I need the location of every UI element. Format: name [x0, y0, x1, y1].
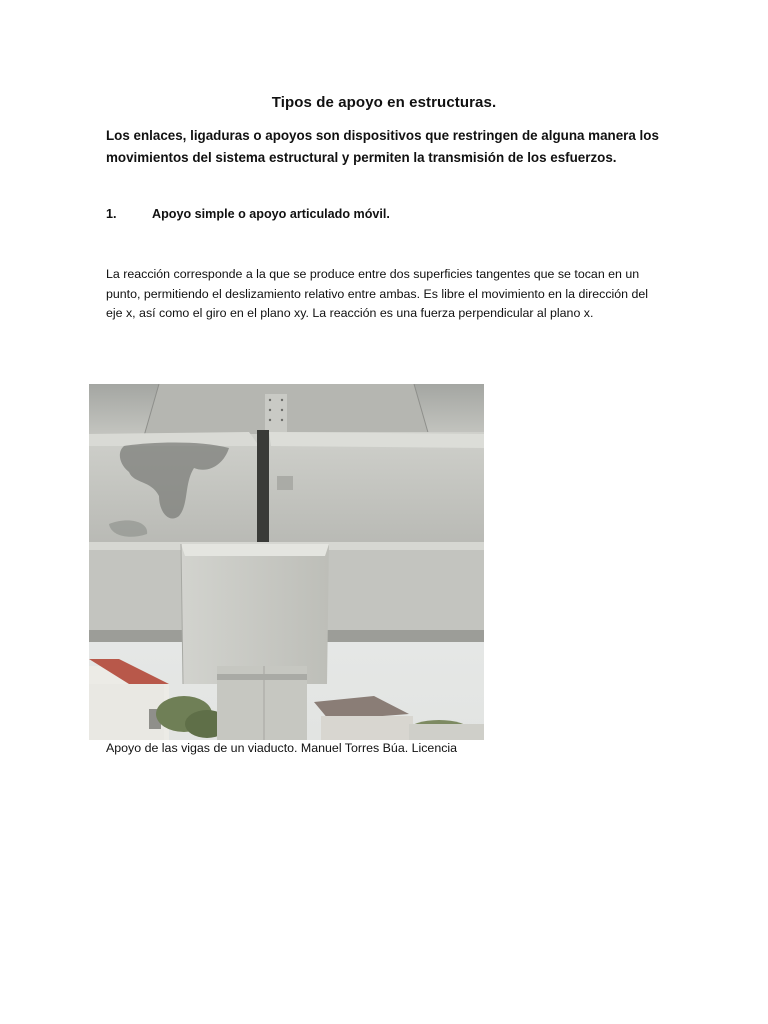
section-title: Apoyo simple o apoyo articulado móvil.	[152, 207, 390, 221]
page-title: Tipos de apoyo en estructuras.	[271, 94, 497, 111]
section-number: 1.	[106, 207, 117, 221]
viaduct-photo	[89, 384, 484, 740]
body-paragraph: La reacción corresponde a la que se produce entre dos superficies tangentes que se tocan en un punto, permitiendo el deslizamiento relativo entre ambas. Es libre el movimiento en la dirección del eje x, así como el giro en el plano xy. La reacción es una fuerza perpendicular al plano x.	[106, 267, 649, 320]
intro-paragraph: Los enlaces, ligaduras o apoyos son dispositivos que restringen de alguna manera los movimientos del sistema estructural y permiten la transmisión de los esfuerzos.	[106, 128, 659, 165]
figure-caption: Apoyo de las vigas de un viaducto. Manuel Torres Búa. Licencia	[106, 741, 458, 755]
